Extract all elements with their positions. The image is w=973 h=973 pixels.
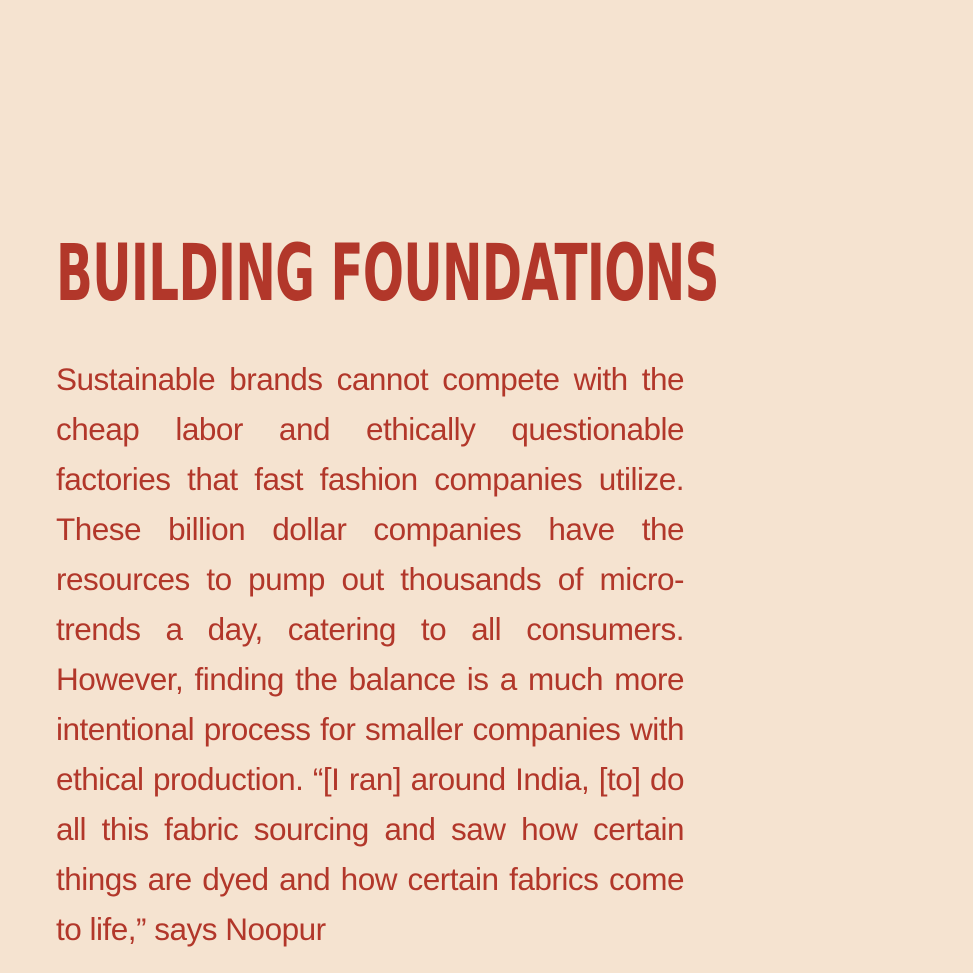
article-body: Sustainable brands cannot compete with the cheap labor and ethically questionable factories that fast fashion companies utilize. These billion dollar companies have the resources to pump out thousands of micro-trends a day, catering to all consumers. However, finding the balance is a much more intentional process for smaller companies with ethical production. “[I ran] around India, [to] do all this fabric sourcing and saw how certain things are dyed and how certain fabrics come to life,” says Noopur [56, 361, 684, 947]
article [56, 228, 719, 954]
article-heading: BUILDING FOUNDATIONS [56, 229, 719, 319]
